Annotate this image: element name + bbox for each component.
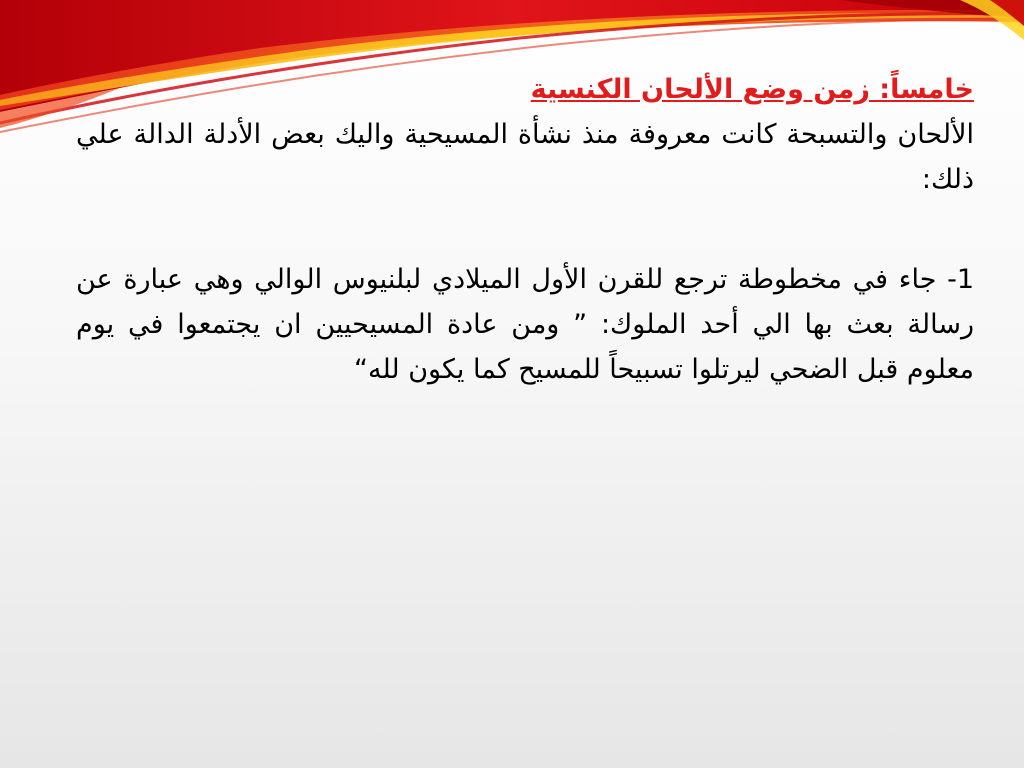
point-1-paragraph: 1- جاء في مخطوطة ترجع للقرن الأول الميلادي لبلنيوس الوالي وهي عبارة عن رسالة بعث بها الي أحد الملوك: ” ومن عادة المسيحيين ان يجتمعوا في يوم معلوم قبل الضحي ليرتلوا تسبيحاً للمسيح كما يكون لله“ (76, 264, 974, 385)
slide-content (76, 70, 974, 392)
slide-title: خامساً: زمن وضع الألحان الكنسية (530, 74, 974, 105)
intro-paragraph: الألحان والتسبحة كانت معروفة منذ نشأة المسيحية واليك بعض الأدلة الدالة علي ذلك: (76, 119, 974, 195)
